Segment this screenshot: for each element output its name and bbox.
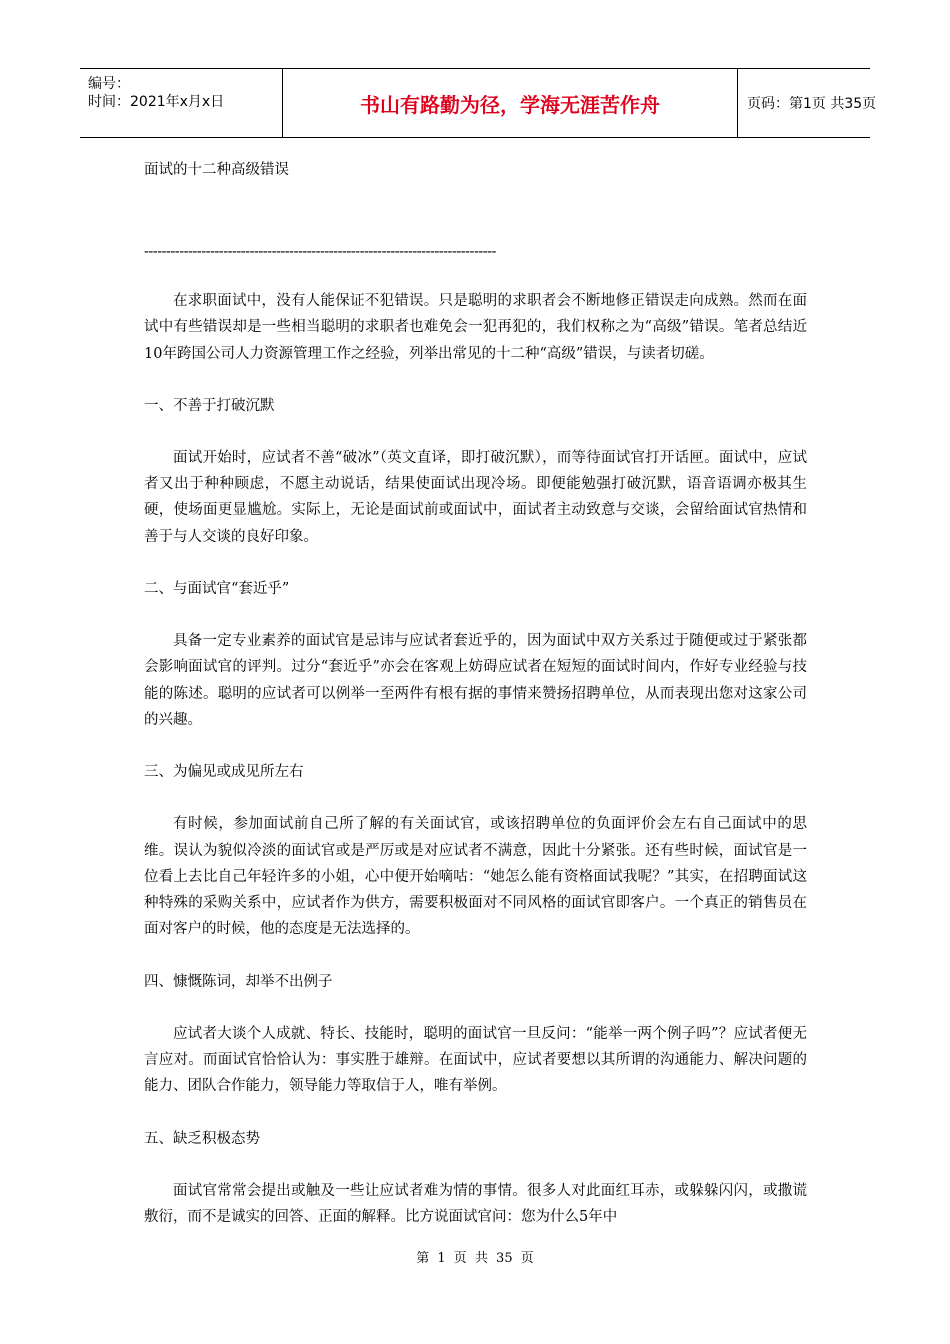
page-header: [80, 68, 877, 138]
section-heading-2: 二、与面试官“套近乎”: [144, 581, 290, 598]
page-footer: 第 1 页 共 35 页: [416, 1251, 534, 1266]
section-paragraph-1: 面试开始时，应试者不善“破冰”（英文直译，即打破沉默），而等待面试官打开话匣。面试中，应试者又出于种种顾虑，不愿主动说话，结果使面试出现冷场。即便能勉强打破沉默，语音语调亦极其生硬，使场面更显尴尬。实际上，无论是面试前或面试中，面试者主动致意与交谈，会留给面试官热情和善于与人交谈的良好印象。: [144, 449, 807, 545]
section-paragraph-3: 有时候，参加面试前自己所了解的有关面试官，或该招聘单位的负面评价会左右自己面试中的思维。误认为貌似冷淡的面试官或是严厉或是对应试者不满意，因此十分紧张。还有些时候，面试官是一位看上去比自己年轻许多的小姐，心中便开始嘀咕：“她怎么能有资格面试我呢？”其实，在招聘面试这种特殊的采购关系中，应试者作为供方，需要积极面对不同风格的面试官即客户。一个真正的销售员在面对客户的时候，他的态度是无法选择的。: [144, 816, 807, 938]
section-heading-3: 三、为偏见或成见所左右: [144, 764, 304, 781]
header-meta: [80, 69, 282, 137]
document-title: 面试的十二种高级错误: [144, 162, 289, 178]
separator-line: --------------------------------------------------------------------------------: [144, 244, 496, 260]
document-body: [144, 156, 807, 1230]
document-number-label: 编号：: [88, 76, 130, 92]
section-paragraph-2: 具备一定专业素养的面试官是忌讳与应试者套近乎的，因为面试中双方关系过于随便或过于紧张都会影响面试官的评判。过分“套近乎”亦会在客观上妨碍应试者在短短的面试时间内，作好专业经验与技能的陈述。聪明的应试者可以例举一至两件有根有据的事情来赞扬招聘单位，从而表现出您对这家公司的兴趣。: [144, 633, 807, 728]
section-heading-5: 五、缺乏积极态势: [144, 1130, 260, 1147]
header-page-info: 页码：第1页 共35页: [747, 96, 877, 112]
document-time-label: 时间：2021年x月x日: [88, 94, 225, 110]
section-paragraph-5: 面试官常常会提出或触及一些让应试者难为情的事情。很多人对此面红耳赤，或躲躲闪闪，或撒谎敷衍，而不是诚实的回答、正面的解释。比方说面试官问：您为什么5年中: [144, 1182, 807, 1225]
section-heading-1: 一、不善于打破沉默: [144, 397, 275, 414]
section-heading-4: 四、慷慨陈词，却举不出例子: [144, 973, 333, 990]
header-motto: 书山有路勤为径，学海无涯苦作舟: [282, 69, 738, 137]
intro-paragraph: 在求职面试中，没有人能保证不犯错误。只是聪明的求职者会不断地修正错误走向成熟。然而在面试中有些错误却是一些相当聪明的求职者也难免会一犯再犯的，我们权称之为“高级”错误。笔者总结近10年跨国公司人力资源管理工作之经验，列举出常见的十二种“高级”错误，与读者切磋。: [144, 293, 807, 362]
section-paragraph-4: 应试者大谈个人成就、特长、技能时，聪明的面试官一旦反问：“能举一两个例子吗”？应试者便无言应对。而面试官恰恰认为：事实胜于雄辩。在面试中，应试者要想以其所谓的沟通能力、解决问题的能力、团队合作能力，领导能力等取信于人，唯有举例。: [144, 1025, 807, 1095]
